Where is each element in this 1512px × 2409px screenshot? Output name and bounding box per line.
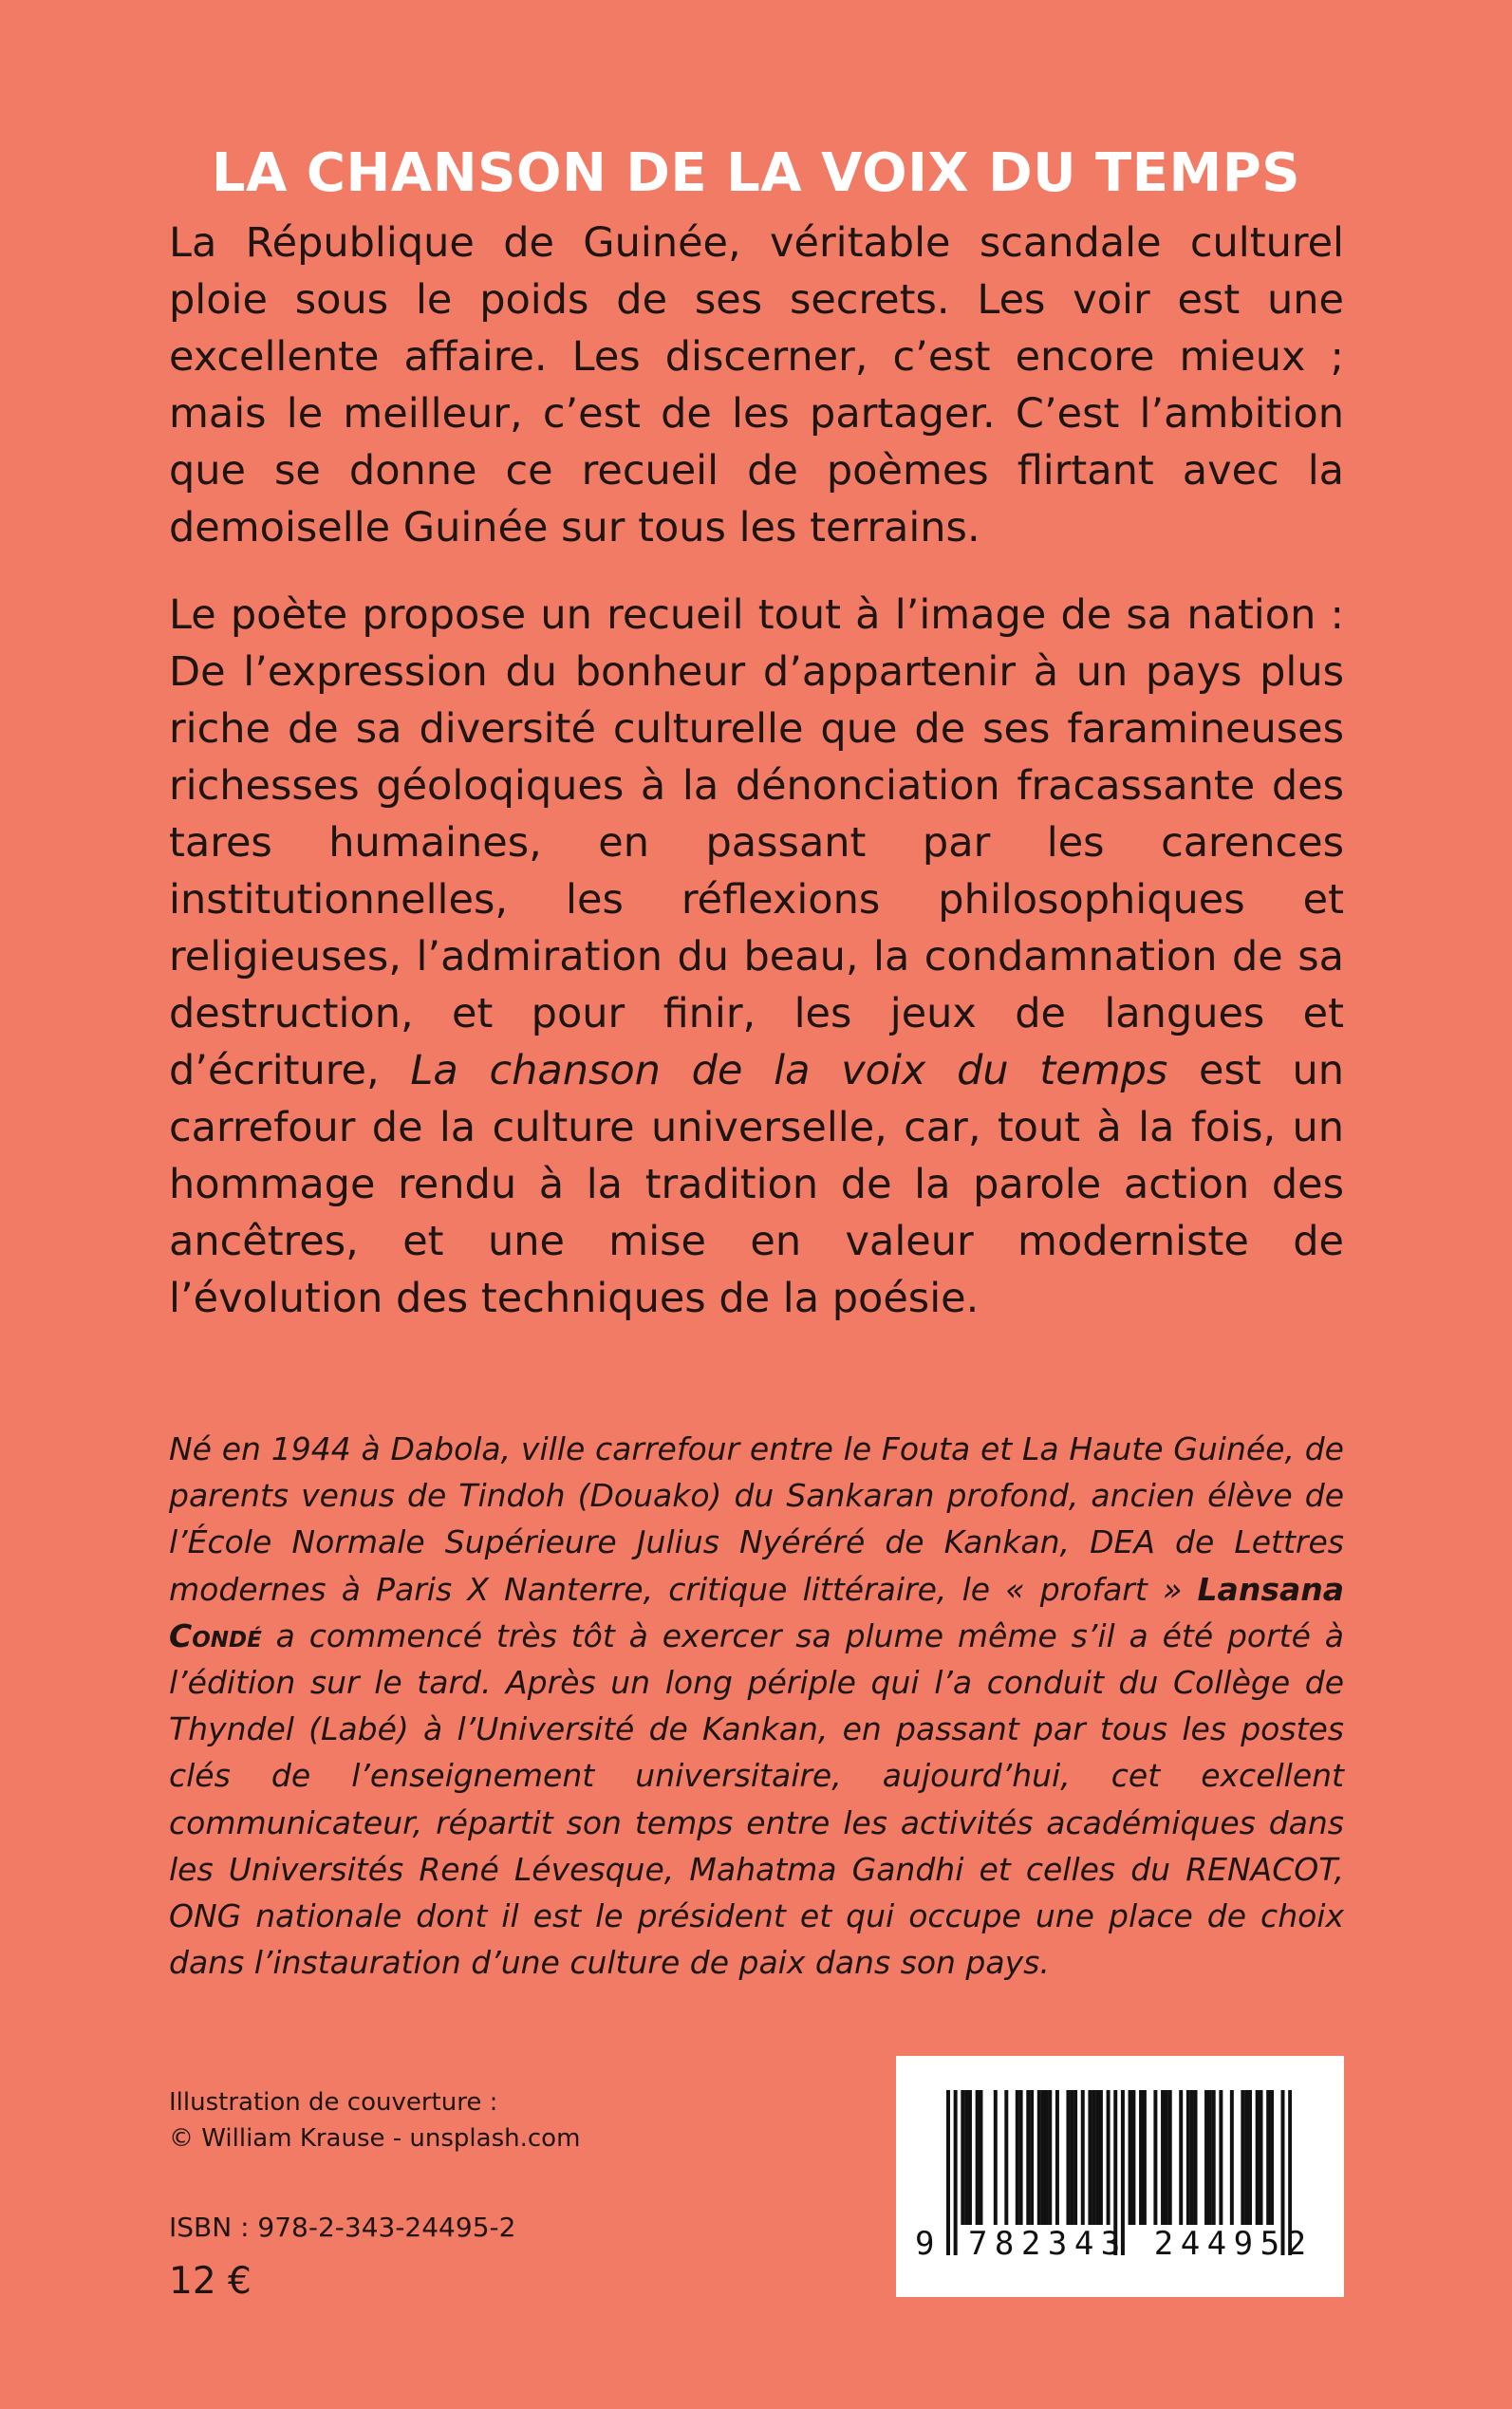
barcode-bar bbox=[1070, 2090, 1073, 2225]
bio-text-start: Né en 1944 à Dabola, ville carrefour entre le Fouta et La Haute Guinée, de parents venus de Tindoh (Douako) du Sankaran profond, ancien élève de l’École Normale Supérieure Julius Nyéréré de Kankan, DEA de Lettres modernes à Paris X Nanterre, critique littéraire, le « profart » bbox=[169, 1430, 1344, 1608]
summary-paragraph-2-text: Le poète propose un recueil tout à l’image de sa nation : De l’expression du bonheur d’appartenir à un pays plus riche de sa diversité culturelle que de ses faramineuses richesses géoloqiques à la dénonciation fracassante des tares humaines, en passant par les carences institutionnelles, les réflexions philosophiques et religieuses, l’admiration du beau, la condamnation de sa destruction, et pour finir, les jeux de langues et d’écriture, bbox=[169, 591, 1344, 1094]
barcode-bar bbox=[1055, 2090, 1059, 2225]
barcode-bar bbox=[1044, 2090, 1048, 2225]
barcode-bar bbox=[1107, 2090, 1111, 2225]
barcode-bar bbox=[1016, 2090, 1019, 2225]
book-title-inline: La chanson de la voix du temps bbox=[410, 1047, 1168, 1094]
barcode-bar bbox=[964, 2090, 968, 2225]
barcode-bar bbox=[1204, 2090, 1208, 2225]
barcode-bar bbox=[1066, 2090, 1070, 2225]
bio-text-end: a commencé très tôt à exercer sa plume même s’il a été porté à l’édition sur le tard. Après un long périple qui l’a conduit du Collège de Thyndel (Labé) à l’Université de Kankan, en passant par tous les postes clés de l’enseignement universitaire, aujourd’hui, cet excellent communicateur, répartit son temps entre les activités académiques dans les Universités René Lévesque, Mahatma Gandhi et celles du RENACOT, ONG nationale dont il est le président et qui occupe une place de choix dans l’instauration d’une culture de paix dans son pays. bbox=[169, 1616, 1344, 1982]
barcode-bar bbox=[1212, 2090, 1216, 2225]
barcode-bar bbox=[1208, 2090, 1212, 2225]
cover-illustration-credit bbox=[169, 2084, 580, 2157]
barcode-bar bbox=[1041, 2090, 1045, 2225]
barcode-bar bbox=[1244, 2090, 1248, 2225]
barcode-bar bbox=[1219, 2090, 1223, 2225]
author-biography bbox=[169, 1426, 1344, 1986]
barcode-bar bbox=[979, 2090, 982, 2225]
summary-paragraph-2 bbox=[169, 587, 1344, 1327]
barcode-bar bbox=[1143, 2090, 1147, 2225]
barcode-bar bbox=[1081, 2090, 1085, 2225]
barcode-bar bbox=[1165, 2090, 1168, 2225]
barcode-bar bbox=[1256, 2090, 1260, 2225]
barcode-bar bbox=[1270, 2090, 1274, 2225]
barcode-bar bbox=[1099, 2090, 1103, 2225]
barcode-bar bbox=[1131, 2090, 1135, 2225]
barcode-bar bbox=[1088, 2090, 1092, 2225]
barcode-bar bbox=[1266, 2090, 1270, 2225]
barcode-bar bbox=[1129, 2090, 1132, 2225]
barcode-bar bbox=[1190, 2090, 1194, 2225]
credit-line-2: © William Krause - unsplash.com bbox=[169, 2124, 581, 2153]
barcode-bar bbox=[1073, 2090, 1077, 2225]
barcode-bar bbox=[968, 2090, 972, 2225]
price: 12 € bbox=[169, 2260, 252, 2303]
barcode-bar bbox=[1161, 2090, 1165, 2225]
barcode-bar bbox=[1037, 2090, 1041, 2225]
barcode-bar bbox=[1179, 2090, 1183, 2225]
barcode-bar bbox=[961, 2090, 964, 2225]
credit-line-1: Illustration de couverture : bbox=[169, 2088, 498, 2117]
barcode-bar bbox=[1092, 2090, 1095, 2225]
barcode-bar bbox=[1168, 2090, 1172, 2225]
summary-paragraph-2-text-end: est un carrefour de la culture universelle, car, tout à la fois, un hommage rendu à la tradition de la parole action des ancêtres, et une mise en valeur moderniste de l’évolution des techniques de la poésie. bbox=[169, 1047, 1344, 1322]
barcode-digits: 9 782343 244952 bbox=[915, 2225, 1314, 2263]
barcode-bar bbox=[994, 2090, 998, 2225]
author-last-name: Condé bbox=[169, 1616, 262, 1654]
barcode-bar bbox=[1048, 2090, 1052, 2225]
barcode-bar bbox=[1095, 2090, 1099, 2225]
barcode-bar bbox=[1153, 2090, 1157, 2225]
barcode-panel bbox=[896, 2056, 1344, 2297]
barcode-bar bbox=[1241, 2090, 1244, 2225]
barcode-bar bbox=[1026, 2090, 1030, 2225]
barcode-bar bbox=[1230, 2090, 1234, 2225]
barcode-bar bbox=[1248, 2090, 1252, 2225]
book-title-heading: LA CHANSON DE LA VOIX DU TEMPS bbox=[211, 141, 1301, 204]
barcode-bar bbox=[1194, 2090, 1198, 2225]
barcode-bar bbox=[1019, 2090, 1023, 2225]
summary-paragraph-1: La République de Guinée, véritable scandale culturel ploie sous le poids de ses secrets. Les voir est une excellente affaire. Les discerner, c’est encore mieux ; mais le meilleur, c’est de les partager. C’est l’ambition que se donne ce recueil de poèmes flirtant avec la demoiselle Guinée sur tous les terrains. bbox=[169, 219, 1344, 551]
barcode-bar bbox=[1186, 2090, 1190, 2225]
barcode-bar bbox=[1139, 2090, 1143, 2225]
barcode-bar bbox=[1260, 2090, 1263, 2225]
barcode-bar bbox=[976, 2090, 980, 2225]
isbn-number: ISBN : 978-2-343-24495-2 bbox=[169, 2212, 516, 2243]
barcode-bar bbox=[1030, 2090, 1034, 2225]
author-first-name: Lansana bbox=[1197, 1570, 1344, 1608]
barcode-bar bbox=[1004, 2090, 1008, 2225]
